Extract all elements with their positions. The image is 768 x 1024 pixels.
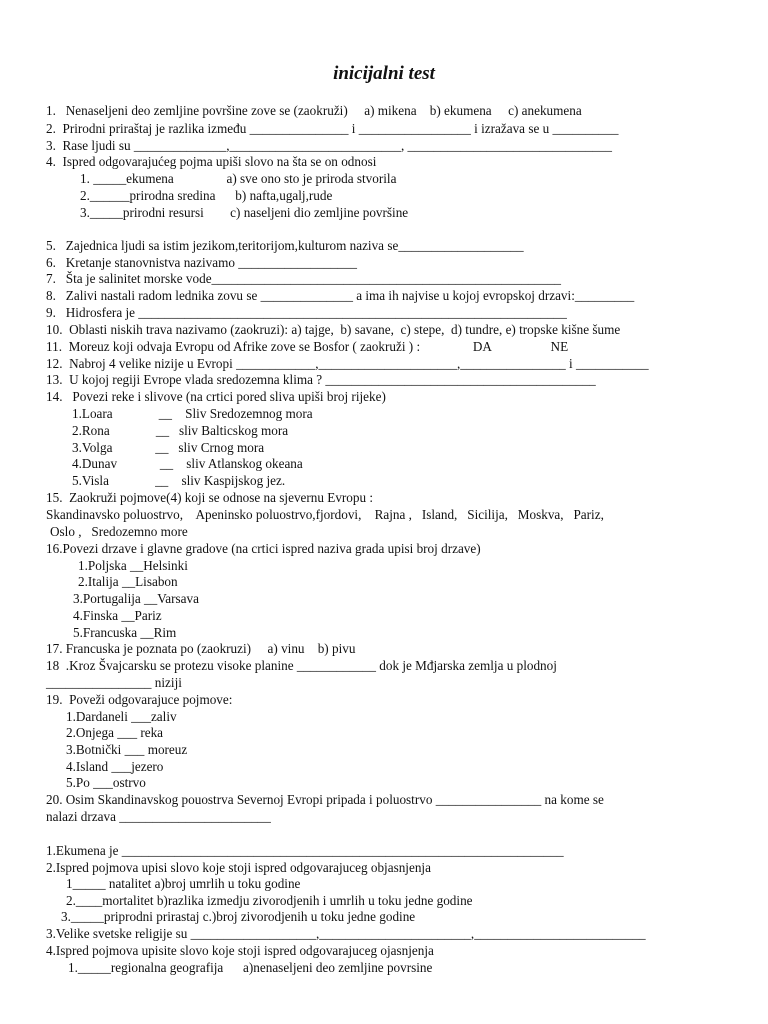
part2-question-4-item-1: 1._____regionalna geografija a)nenaseljeni deo zemljine povrsine [68,960,433,975]
question-17: 17. Francuska je poznata po (zaokruzi) a) vinu b) pivu [46,641,356,656]
question-18: 18 .Kroz Švajcarsku se protezu visoke planine ____________ dok je Mđjarska zemlja u plodnoj [46,658,557,673]
question-19-item-1: 1.Dardaneli ___zaliv [66,709,177,724]
question-13: 13. U kojoj regiji Evrope vlada sredozemna klima ? _________________________________________ [46,372,596,387]
question-20: 20. Osim Skandinavskog pouostrva Severnoj Evropi pripada i poluostrvo ________________ na kome se [46,792,604,807]
question-8: 8. Zalivi nastali radom lednika zovu se ______________ a ima ih najvise u kojoj evropskoj drzavi:_________ [46,288,635,303]
question-16-item-3: 3.Portugalija __Varsava [73,591,199,606]
question-16: 16.Povezi drzave i glavne gradove (na crtici ispred naziva grada upisi broj drzave) [46,541,481,556]
question-10: 10. Oblasti niskih trava nazivamo (zaokruzi): a) tajge, b) savane, c) stepe, d) tundre, e) tropske kišne šume [46,322,621,337]
question-7: 7. Šta je salinitet morske vode_____________________________________________________ [46,271,562,286]
question-19-item-3: 3.Botnički ___ moreuz [66,742,188,757]
question-15-options-1: Skandinavsko poluostrvo, Apeninsko poluostrvo,fjordovi, Rajna , Island, Sicilija, Moskva, Pariz, [46,507,604,522]
question-4-item-2: 2.______prirodna sredina b) nafta,ugalj,rude [80,188,333,203]
part2-question-2-item-1: 1_____ natalitet a)broj umrlih u toku godine [66,876,301,891]
question-16-item-1: 1.Poljska __Helsinki [78,558,188,573]
question-14: 14. Povezi reke i slivove (na crtici pored sliva upiši broj rijeke) [46,389,386,404]
question-11: 11. Moreuz koji odvaja Evropu od Afrike zove se Bosfor ( zaokruži ) : DA NE [46,339,569,354]
question-4-item-1: 1. _____ekumena a) sve ono sto je priroda stvorila [80,171,397,186]
question-6: 6. Kretanje stanovnistva nazivamo __________________ [46,255,357,270]
question-19-item-2: 2.Onjega ___ reka [66,725,164,740]
question-18-cont: ________________ niziji [46,675,182,690]
question-14-item-2: 2.Rona __ sliv Balticskog mora [72,423,289,438]
question-16-item-5: 5.Francuska __Rim [73,625,177,640]
question-20-cont: nalazi drzava _______________________ [46,809,271,824]
question-15-options-2: Oslo , Sredozemno more [50,524,188,539]
question-15: 15. Zaokruži pojmove(4) koji se odnose na sjevernu Evropu : [46,490,374,505]
question-19-item-5: 5.Po ___ostrvo [66,775,146,790]
part2-question-2-item-3: 3._____priprodni prirastaj c.)broj zivorodjenih u toku jedne godine [61,909,416,924]
question-14-item-5: 5.Visla __ sliv Kaspijskog jez. [72,473,286,488]
question-4-item-3: 3._____prirodni resursi c) naseljeni dio zemljine površine [80,205,409,220]
question-2: 2. Prirodni priraštaj je razlika između _______________ i _________________ i izražava se u __________ [46,121,619,136]
part2-question-1: 1.Ekumena je ___________________________________________________________________ [46,843,564,858]
question-9: 9. Hidrosfera je _________________________________________________________________ [46,305,567,320]
question-19: 19. Poveži odgovarajuce pojmove: [46,692,233,707]
question-16-item-2: 2.Italija __Lisabon [78,574,178,589]
question-12: 12. Nabroj 4 velike nizije u Evropi ____________,_____________________,________________ i ___________ [46,356,649,371]
question-4: 4. Ispred odgovarajućeg pojma upiši slovo na šta se on odnosi [46,154,377,169]
part2-question-2-item-2: 2.____mortalitet b)razlika izmedju zivorodjenih i umrlih u toku jedne godine [66,893,473,908]
question-14-item-1: 1.Loara __ Sliv Sredozemnog mora [72,406,313,421]
question-3: 3. Rase ljudi su ______________,__________________________, _______________________________ [46,138,612,153]
question-19-item-4: 4.Island ___jezero [66,759,164,774]
part2-question-2: 2.Ispred pojmova upisi slovo koje stoji ispred odgovarajuceg objasnjenja [46,860,431,875]
question-14-item-3: 3.Volga __ sliv Crnog mora [72,440,265,455]
part2-question-3: 3.Velike svetske religije su ___________________,_______________________,__________________________ [46,926,646,941]
part2-question-4: 4.Ispred pojmova upisite slovo koje stoji ispred odgovarajuceg ojasnjenja [46,943,434,958]
question-14-item-4: 4.Dunav __ sliv Atlanskog okeana [72,456,303,471]
question-16-item-4: 4.Finska __Pariz [73,608,162,623]
question-1: 1. Nenaseljeni deo zemljine površine zove se (zaokruži) a) mikena b) ekumena c) anekumena [46,103,582,118]
document-title: inicijalni test [333,63,435,84]
question-5: 5. Zajednica ljudi sa istim jezikom,teritorijom,kulturom naziva se___________________ [46,238,524,253]
